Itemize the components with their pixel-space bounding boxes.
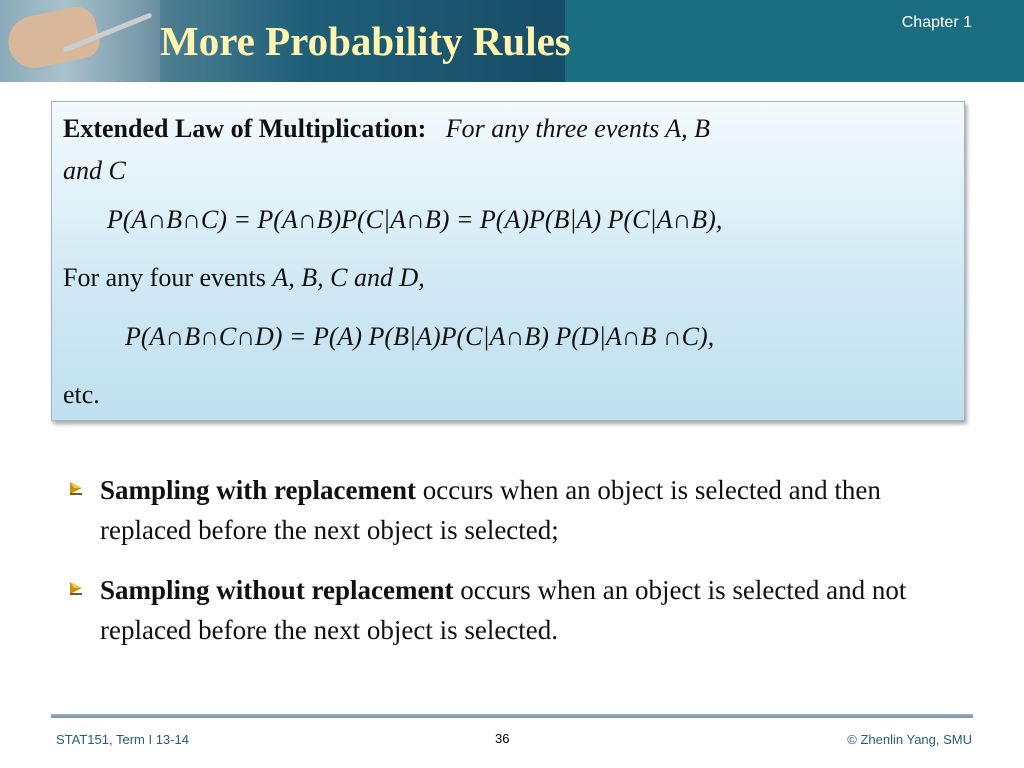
bullet-bold: Sampling with replacement [100,475,416,505]
etc-text: etc. [63,380,100,409]
bullet-item-with-replacement [62,470,962,550]
law-box [51,101,965,421]
law-line-1 [63,114,710,144]
chapter-label: Chapter 1 [901,14,972,31]
header-bar [0,0,1024,82]
law-text-2: and C [63,156,126,185]
formula-four-events: P(A∩B∩C∩D) = P(A) P(B|A)P(C|A∩B) P(D|A∩B ∩C), [125,322,715,351]
law-label: Extended Law of Multiplication: [63,114,427,143]
bullet-list [62,470,962,670]
footer-copyright: © Zhenlin Yang, SMU [847,732,972,747]
page-title: More Probability Rules [160,18,571,64]
bullet-text: occurs when an object is selected and then replaced before the next object is selected; [100,475,881,545]
arrow-bullet-icon [68,580,84,596]
hand-with-pen-photo [0,0,160,82]
arrow-bullet-icon [68,480,84,496]
footer-divider [51,714,973,718]
four-events-line [63,263,425,293]
formula-three-events: P(A∩B∩C) = P(A∩B)P(C|A∩B) = P(A)P(B|A) P(C|A∩B), [107,205,723,234]
bullet-item-without-replacement [62,570,962,650]
four-events-prefix: For any four events [63,263,273,292]
page-number: 36 [495,731,510,746]
footer-course: STAT151, Term I 13-14 [56,732,189,747]
law-text-1: For any three events A, B [445,114,711,143]
four-events-vars: A, B, C and D, [272,263,425,292]
bullet-bold: Sampling without replacement [100,575,454,605]
bullet-text: occurs when an object is selected and not replaced before the next object is selected. [100,575,907,645]
